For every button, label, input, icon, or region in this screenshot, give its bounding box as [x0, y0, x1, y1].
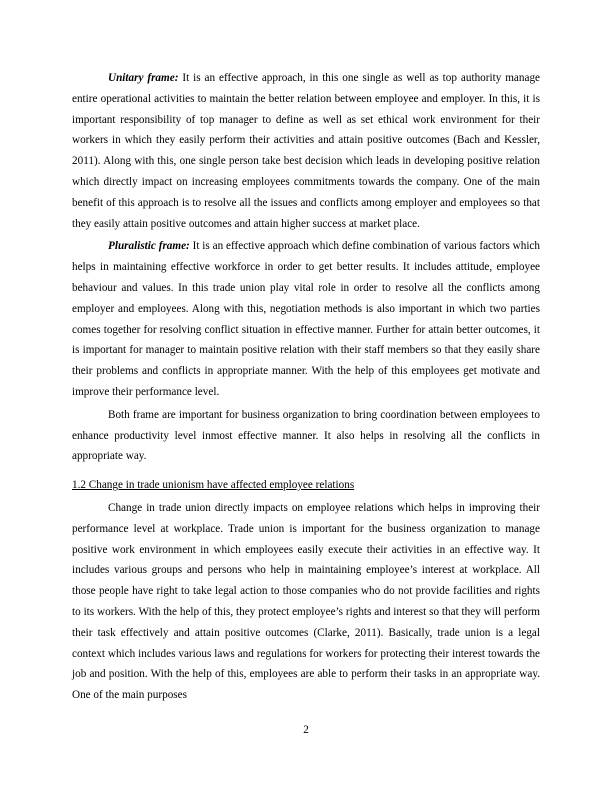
paragraph-both-frames: Both frame are important for business organization to bring coordination between employees to enhance productivity level inmost effective manner. It also helps in resolving all the conflicts in appropriate way. [72, 408, 540, 463]
unitary-frame-text: It is an effective approach, in this one single as well as top authority manage entire operational activities to maintain the better relation between employee and employer. In this, it is important responsibility of top manager to define as well as set ethical work environment for their workers in which they easily perform their activities and attain positive outcomes (Bach and Kessler, 2011). Along with this, one single person take best decision which leads in developing positive relation which directly impact on increasing employees commitments towards the company. One of the main benefit of this approach is to resolve all the issues and conflicts among employer and employees so that they easily attain positive outcomes and attain higher success at market place. [72, 72, 541, 230]
paragraph-unitary-frame [72, 68, 540, 234]
section-heading: 1.2 Change in trade unionism have affected employee relations [72, 479, 355, 492]
document-page [72, 68, 540, 708]
unitary-frame-lead: Unitary frame: [108, 72, 179, 84]
pluralistic-frame-lead: Pluralistic frame: [108, 240, 190, 253]
paragraph-pluralistic-frame [72, 236, 540, 402]
pluralistic-frame-text: It is an effective approach which define combination of various factors which helps in maintaining effective workforce in order to get better results. It includes attitude, employee behaviour and values. In this trade union play vital role in order to resolve all the conflicts among employer and employees. Along with this, negotiation methods is also important in which two parties comes together for resolving conflict situation in effective manner. Further for attain better outcomes, it is important for manager to maintain positive relation with their staff members so that they easily share their problems and conflicts in appropriate manner. With the help of this employees get motivate and improve their performance level. [72, 240, 540, 398]
paragraph-trade-union: Change in trade union directly impacts on employee relations which helps in improving their performance level at workplace. Trade union is important for the business organization to manage positive work environment in which employees easily execute their activities in an effective way. It includes various groups and persons who help in maintaining employee’s interest at workplace. All those people have right to take legal action to those companies who do not provide facilities and rights to its workers. With the help of this, they protect employee’s rights and interest so that they will perform their task effectively and attain positive outcomes (Clarke, 2011). Basically, trade union is a legal context which includes various laws and regulations for workers for protecting their interest towards the job and position. With the help of this, employees are able to perform their tasks in an appropriate way. One of the main purposes [72, 501, 540, 702]
page-number: 2 [303, 724, 309, 736]
